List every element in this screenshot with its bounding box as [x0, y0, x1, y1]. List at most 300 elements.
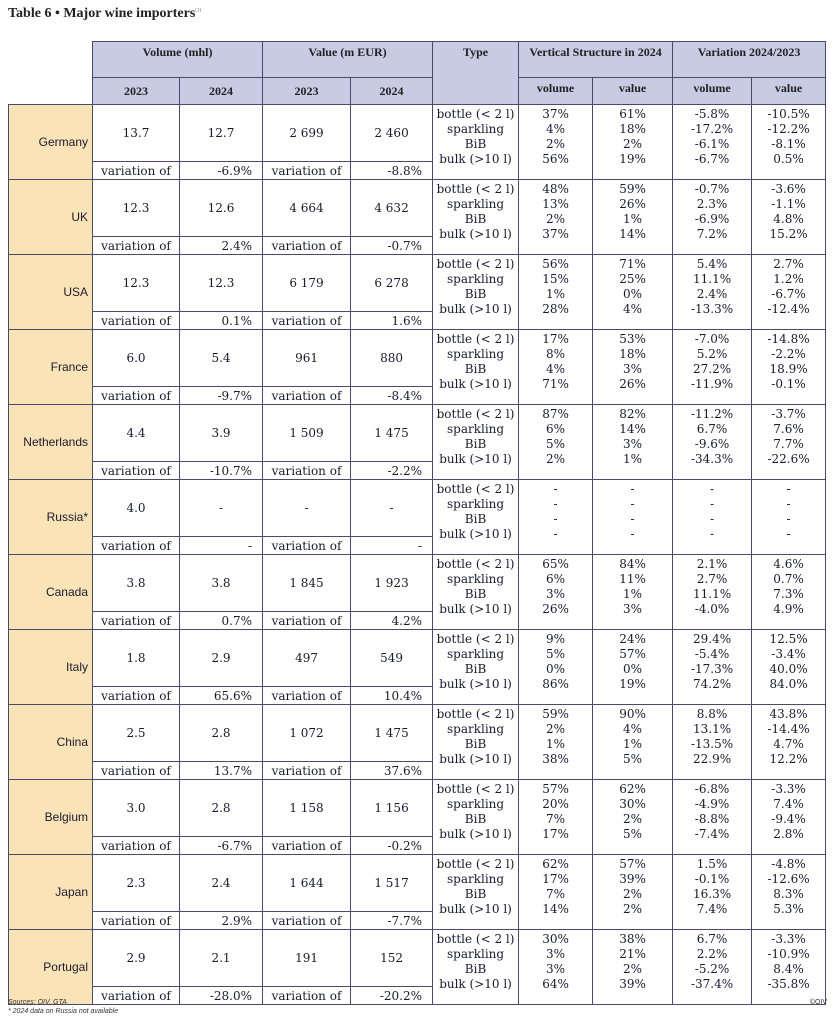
- vertical-value-item: 84%: [619, 557, 646, 571]
- value-2023: 1 644: [263, 855, 351, 912]
- vertical-volume-item: 7%: [546, 886, 566, 901]
- type-label: sparkling: [446, 871, 505, 886]
- volume-variation-value: -6.7%: [180, 837, 263, 855]
- type-label: BiB: [464, 961, 487, 976]
- variation-volume-item: -17.2%: [690, 121, 734, 136]
- subheader-value-2024: 2024: [351, 78, 433, 105]
- variation-value-item: 4.8%: [773, 211, 804, 226]
- type-label: BiB: [464, 361, 487, 376]
- variation-value: [752, 105, 826, 180]
- vertical-volume-item: 38%: [542, 751, 569, 766]
- value-2024: 1 475: [351, 405, 433, 462]
- country-label: Italy: [9, 630, 93, 705]
- variation-volume-item: 16.3%: [692, 886, 732, 901]
- variation-value-item: 2.8%: [773, 826, 804, 841]
- vertical-value: [593, 180, 673, 255]
- subheader-volume-2023: 2023: [93, 78, 180, 105]
- vertical-value-item: 39%: [619, 871, 646, 886]
- country-label: France: [9, 330, 93, 405]
- vertical-volume-item: 17%: [542, 826, 569, 841]
- type-label: sparkling: [446, 721, 505, 736]
- value-variation-value: -8.4%: [351, 387, 433, 405]
- value-2024: 549: [351, 630, 433, 687]
- vertical-volume-item: 86%: [542, 676, 569, 691]
- type-label: bottle (< 2 l): [436, 707, 515, 721]
- variation-volume-item: 6.7%: [696, 932, 728, 946]
- type-label: BiB: [464, 886, 487, 901]
- variation-value-item: -3.3%: [771, 782, 806, 796]
- title-note: (1): [195, 8, 202, 14]
- table-row: [9, 705, 826, 762]
- vertical-volume-item: 2%: [546, 211, 566, 226]
- value-2023: 6 179: [263, 255, 351, 312]
- country-label: China: [9, 705, 93, 780]
- variation-volume-item: -: [710, 511, 715, 526]
- variation-volume-item: 29.4%: [692, 632, 732, 646]
- variation-volume-item: -4.9%: [694, 796, 730, 811]
- type-label: BiB: [464, 436, 487, 451]
- vertical-volume-item: 48%: [542, 182, 569, 196]
- title-text: Table 6 • Major wine importers: [8, 6, 196, 21]
- variation-value-item: 4.9%: [773, 601, 804, 616]
- subheader-value-2023: 2023: [263, 78, 351, 105]
- variation-volume-item: -0.7%: [694, 182, 730, 196]
- variation-volume-item: -34.3%: [690, 451, 734, 466]
- type-label: bottle (< 2 l): [436, 932, 515, 946]
- type-list: [433, 255, 519, 330]
- vertical-volume-item: 37%: [542, 107, 569, 121]
- sources-note: Sources: OIV, GTA: [8, 999, 67, 1006]
- value-variation-value: 37.6%: [351, 762, 433, 780]
- value-variation-label: variation of: [263, 687, 351, 705]
- variation-volume-item: 2.7%: [696, 571, 728, 586]
- volume-2024: -: [180, 480, 263, 537]
- type-label: bulk (>10 l): [439, 301, 512, 316]
- vertical-volume-item: 64%: [542, 976, 569, 991]
- vertical-volume-item: 0%: [546, 661, 566, 676]
- table-row: [9, 480, 826, 537]
- variation-volume-item: 2.3%: [696, 196, 728, 211]
- vertical-value-item: 14%: [619, 226, 646, 241]
- volume-variation-label: variation of: [93, 537, 180, 555]
- type-label: BiB: [464, 586, 487, 601]
- variation-volume: [673, 180, 752, 255]
- type-label: bulk (>10 l): [439, 226, 512, 241]
- volume-2023: 12.3: [93, 255, 180, 312]
- volume-variation-value: 0.7%: [180, 612, 263, 630]
- subheader-var-value: value: [752, 78, 826, 105]
- header-variation: Variation 2024/2023: [673, 42, 826, 78]
- value-2024: 1 923: [351, 555, 433, 612]
- volume-2023: 3.8: [93, 555, 180, 612]
- vertical-volume-item: 6%: [546, 421, 566, 436]
- volume-variation-value: 13.7%: [180, 762, 263, 780]
- vertical-value-item: 26%: [619, 196, 646, 211]
- type-label: bulk (>10 l): [439, 826, 512, 841]
- value-2023: 1 509: [263, 405, 351, 462]
- type-label: BiB: [464, 661, 487, 676]
- vertical-volume: [519, 930, 593, 1005]
- vertical-value-item: 82%: [619, 407, 646, 421]
- variation-value-item: -12.4%: [767, 301, 810, 316]
- vertical-value: [593, 555, 673, 630]
- value-2024: 4 632: [351, 180, 433, 237]
- vertical-value-item: 21%: [619, 946, 646, 961]
- volume-2024: 2.4: [180, 855, 263, 912]
- variation-value: [752, 255, 826, 330]
- variation-value-item: 4.7%: [773, 736, 804, 751]
- variation-value-item: -12.2%: [767, 121, 810, 136]
- vertical-volume-item: 2%: [546, 721, 566, 736]
- type-label: sparkling: [446, 271, 505, 286]
- type-label: BiB: [464, 211, 487, 226]
- variation-value-item: 1.2%: [773, 271, 804, 286]
- type-list: [433, 630, 519, 705]
- vertical-volume-item: 4%: [546, 361, 566, 376]
- vertical-value-item: 14%: [619, 421, 646, 436]
- vertical-volume-item: -: [553, 526, 558, 541]
- variation-volume-item: -5.2%: [694, 961, 730, 976]
- vertical-value-item: 2%: [623, 811, 643, 826]
- country-label: Canada: [9, 555, 93, 630]
- value-2023: 2 699: [263, 105, 351, 162]
- value-variation-label: variation of: [263, 612, 351, 630]
- variation-value-item: -3.6%: [771, 182, 806, 196]
- vertical-value: [593, 705, 673, 780]
- value-variation-value: -0.7%: [351, 237, 433, 255]
- variation-value-item: -6.7%: [771, 286, 806, 301]
- variation-volume-item: -13.5%: [690, 736, 734, 751]
- vertical-value-item: 53%: [619, 332, 646, 346]
- type-label: sparkling: [446, 571, 505, 586]
- vertical-value: [593, 405, 673, 480]
- type-label: bulk (>10 l): [439, 451, 512, 466]
- variation-volume-item: 27.2%: [692, 361, 732, 376]
- table-row: [9, 555, 826, 612]
- volume-variation-value: -10.7%: [180, 462, 263, 480]
- type-label: bottle (< 2 l): [436, 482, 515, 496]
- vertical-value-item: 2%: [623, 901, 643, 916]
- country-label: Netherlands: [9, 405, 93, 480]
- table-row: [9, 105, 826, 162]
- type-list: [433, 330, 519, 405]
- header-type: Type: [433, 42, 519, 105]
- vertical-value: [593, 630, 673, 705]
- value-2023: 4 664: [263, 180, 351, 237]
- type-label: BiB: [464, 736, 487, 751]
- vertical-value-item: -: [630, 482, 635, 496]
- variation-value-item: -3.3%: [771, 932, 806, 946]
- type-label: bulk (>10 l): [439, 376, 512, 391]
- vertical-volume: [519, 330, 593, 405]
- value-2024: 880: [351, 330, 433, 387]
- table-row: [9, 930, 826, 987]
- subheader-volume-2024: 2024: [180, 78, 263, 105]
- oiv-credit: ©OIV: [809, 999, 827, 1006]
- value-variation-value: -2.2%: [351, 462, 433, 480]
- vertical-volume: [519, 255, 593, 330]
- vertical-value-item: 19%: [619, 676, 646, 691]
- volume-variation-value: 2.9%: [180, 912, 263, 930]
- type-label: sparkling: [446, 346, 505, 361]
- vertical-volume-item: 2%: [546, 451, 566, 466]
- variation-value: [752, 480, 826, 555]
- vertical-value-item: 57%: [619, 646, 646, 661]
- value-2024: -: [351, 480, 433, 537]
- volume-2024: 12.3: [180, 255, 263, 312]
- vertical-value-item: 2%: [623, 961, 643, 976]
- vertical-volume-item: 56%: [542, 257, 569, 271]
- volume-2023: 2.3: [93, 855, 180, 912]
- type-label: BiB: [464, 511, 487, 526]
- vertical-value-item: 30%: [619, 796, 646, 811]
- vertical-value-item: 1%: [623, 211, 643, 226]
- type-label: BiB: [464, 811, 487, 826]
- vertical-value-item: 25%: [619, 271, 646, 286]
- table-row: [9, 780, 826, 837]
- variation-value-item: -: [786, 511, 791, 526]
- volume-variation-label: variation of: [93, 912, 180, 930]
- header-volume: Volume (mhl): [93, 42, 263, 78]
- subheader-vs-value: value: [593, 78, 673, 105]
- variation-volume: [673, 555, 752, 630]
- value-variation-label: variation of: [263, 162, 351, 180]
- variation-value: [752, 855, 826, 930]
- variation-value: [752, 180, 826, 255]
- vertical-value-item: 0%: [623, 286, 643, 301]
- type-label: bulk (>10 l): [439, 601, 512, 616]
- vertical-volume-item: 20%: [542, 796, 569, 811]
- vertical-volume-item: 37%: [542, 226, 569, 241]
- vertical-volume-item: 3%: [546, 586, 566, 601]
- type-label: BiB: [464, 136, 487, 151]
- variation-volume-item: -6.9%: [694, 211, 730, 226]
- variation-value-item: 40.0%: [769, 661, 808, 676]
- variation-volume-item: 8.8%: [696, 707, 728, 721]
- variation-volume-item: 2.1%: [696, 557, 728, 571]
- vertical-volume-item: 5%: [546, 436, 566, 451]
- volume-2023: 3.0: [93, 780, 180, 837]
- value-2023: 1 072: [263, 705, 351, 762]
- value-variation-value: -8.8%: [351, 162, 433, 180]
- vertical-value-item: 59%: [619, 182, 646, 196]
- vertical-volume-item: 65%: [542, 557, 569, 571]
- variation-volume-item: -6.1%: [694, 136, 730, 151]
- country-label: Belgium: [9, 780, 93, 855]
- variation-volume-item: 5.4%: [696, 257, 728, 271]
- table-row: [9, 255, 826, 312]
- vertical-value-item: 4%: [623, 721, 643, 736]
- vertical-volume-item: 62%: [542, 857, 569, 871]
- variation-value-item: 43.8%: [769, 707, 808, 721]
- value-variation-label: variation of: [263, 462, 351, 480]
- variation-value-item: -14.8%: [767, 332, 810, 346]
- vertical-volume-item: 14%: [542, 901, 569, 916]
- value-2024: 1 517: [351, 855, 433, 912]
- country-label: UK: [9, 180, 93, 255]
- type-label: bulk (>10 l): [439, 676, 512, 691]
- vertical-value-item: -: [630, 526, 635, 541]
- variation-value-item: -12.6%: [767, 871, 810, 886]
- country-label: Russia*: [9, 480, 93, 555]
- vertical-value-item: 4%: [623, 301, 643, 316]
- type-list: [433, 705, 519, 780]
- variation-volume: [673, 630, 752, 705]
- variation-volume-item: 2.2%: [696, 946, 728, 961]
- volume-variation-value: -6.9%: [180, 162, 263, 180]
- type-label: bulk (>10 l): [439, 526, 512, 541]
- variation-value: [752, 330, 826, 405]
- value-2023: 1 158: [263, 780, 351, 837]
- volume-2024: 5.4: [180, 330, 263, 387]
- variation-value: [752, 555, 826, 630]
- vertical-volume-item: 59%: [542, 707, 569, 721]
- vertical-value-item: 71%: [619, 257, 646, 271]
- variation-volume-item: 7.4%: [696, 901, 728, 916]
- variation-volume: [673, 405, 752, 480]
- variation-volume: [673, 255, 752, 330]
- vertical-value: [593, 930, 673, 1005]
- vertical-volume-item: 9%: [546, 632, 566, 646]
- value-2023: 191: [263, 930, 351, 987]
- value-2024: 1 156: [351, 780, 433, 837]
- variation-value-item: -1.1%: [771, 196, 806, 211]
- vertical-value: [593, 855, 673, 930]
- vertical-volume-item: 3%: [546, 946, 566, 961]
- vertical-volume-item: 6%: [546, 571, 566, 586]
- variation-value-item: 8.4%: [773, 961, 804, 976]
- vertical-volume-item: 5%: [546, 646, 566, 661]
- volume-variation-value: 2.4%: [180, 237, 263, 255]
- variation-value-item: -: [786, 526, 791, 541]
- vertical-value: [593, 255, 673, 330]
- type-label: bulk (>10 l): [439, 751, 512, 766]
- type-label: sparkling: [446, 946, 505, 961]
- variation-value-item: 7.6%: [773, 421, 804, 436]
- vertical-value-item: 62%: [619, 782, 646, 796]
- volume-2024: 2.8: [180, 780, 263, 837]
- country-label: Germany: [9, 105, 93, 180]
- vertical-volume-item: 26%: [542, 601, 569, 616]
- vertical-volume-item: 1%: [546, 736, 566, 751]
- variation-volume: [673, 330, 752, 405]
- vertical-value-item: 0%: [623, 661, 643, 676]
- variation-volume-item: -5.4%: [694, 646, 730, 661]
- variation-volume-item: -8.8%: [694, 811, 730, 826]
- volume-variation-label: variation of: [93, 312, 180, 330]
- variation-value-item: 12.2%: [769, 751, 808, 766]
- volume-variation-value: -9.7%: [180, 387, 263, 405]
- variation-volume-item: 2.4%: [696, 286, 728, 301]
- value-variation-value: 4.2%: [351, 612, 433, 630]
- variation-volume-item: -7.4%: [694, 826, 730, 841]
- value-2024: 152: [351, 930, 433, 987]
- variation-volume-item: -4.0%: [694, 601, 730, 616]
- volume-2024: 3.9: [180, 405, 263, 462]
- variation-value-item: -3.7%: [771, 407, 806, 421]
- variation-value-item: 15.2%: [769, 226, 808, 241]
- volume-2024: 12.6: [180, 180, 263, 237]
- vertical-volume-item: 87%: [542, 407, 569, 421]
- variation-volume-item: -: [710, 496, 715, 511]
- variation-volume: [673, 480, 752, 555]
- type-label: bottle (< 2 l): [436, 632, 515, 646]
- vertical-volume-item: 13%: [542, 196, 569, 211]
- variation-volume: [673, 105, 752, 180]
- value-variation-label: variation of: [263, 762, 351, 780]
- vertical-volume-item: 17%: [542, 871, 569, 886]
- vertical-volume: [519, 630, 593, 705]
- variation-value-item: 5.3%: [773, 901, 804, 916]
- header-vertical-structure: Vertical Structure in 2024: [519, 42, 673, 78]
- variation-volume-item: 11.1%: [692, 271, 732, 286]
- variation-value-item: 8.3%: [773, 886, 804, 901]
- type-label: bottle (< 2 l): [436, 407, 515, 421]
- value-variation-label: variation of: [263, 537, 351, 555]
- volume-2023: 4.0: [93, 480, 180, 537]
- variation-volume-item: -9.6%: [694, 436, 730, 451]
- vertical-volume-item: -: [553, 482, 558, 496]
- volume-2024: 2.9: [180, 630, 263, 687]
- type-label: bottle (< 2 l): [436, 857, 515, 871]
- value-variation-value: 1.6%: [351, 312, 433, 330]
- variation-volume-item: -: [710, 482, 715, 496]
- type-label: bottle (< 2 l): [436, 182, 515, 196]
- variation-volume-item: -0.1%: [694, 871, 730, 886]
- vertical-volume-item: 8%: [546, 346, 566, 361]
- subheader-vs-volume: volume: [519, 78, 593, 105]
- type-list: [433, 555, 519, 630]
- value-2023: 1 845: [263, 555, 351, 612]
- variation-volume: [673, 930, 752, 1005]
- vertical-value-item: 5%: [623, 826, 643, 841]
- type-label: sparkling: [446, 121, 505, 136]
- volume-variation-value: 65.6%: [180, 687, 263, 705]
- variation-volume-item: 13.1%: [692, 721, 732, 736]
- vertical-volume-item: -: [553, 496, 558, 511]
- variation-volume-item: 11.1%: [692, 586, 732, 601]
- vertical-value-item: 18%: [619, 121, 646, 136]
- volume-2023: 1.8: [93, 630, 180, 687]
- vertical-volume-item: 57%: [542, 782, 569, 796]
- variation-volume: [673, 705, 752, 780]
- variation-value: [752, 705, 826, 780]
- type-label: bottle (< 2 l): [436, 107, 515, 121]
- value-2024: 2 460: [351, 105, 433, 162]
- volume-variation-label: variation of: [93, 762, 180, 780]
- table-row: [9, 405, 826, 462]
- type-list: [433, 180, 519, 255]
- vertical-volume: [519, 480, 593, 555]
- table-row: [9, 630, 826, 687]
- vertical-volume: [519, 105, 593, 180]
- vertical-value-item: 39%: [619, 976, 646, 991]
- value-2023: 961: [263, 330, 351, 387]
- type-list: [433, 405, 519, 480]
- vertical-value-item: 2%: [623, 886, 643, 901]
- vertical-value-item: 5%: [623, 751, 643, 766]
- table-row: [9, 180, 826, 237]
- value-variation-value: 10.4%: [351, 687, 433, 705]
- type-label: BiB: [464, 286, 487, 301]
- vertical-value-item: 18%: [619, 346, 646, 361]
- variation-volume-item: -13.3%: [690, 301, 734, 316]
- type-label: bottle (< 2 l): [436, 332, 515, 346]
- value-variation-value: -: [351, 537, 433, 555]
- vertical-volume-item: 15%: [542, 271, 569, 286]
- vertical-value: [593, 480, 673, 555]
- variation-value-item: 2.7%: [773, 257, 804, 271]
